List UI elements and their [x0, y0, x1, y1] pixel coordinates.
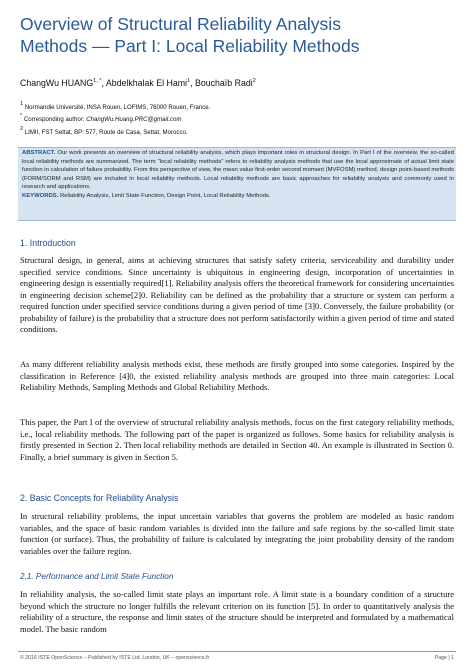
section-1-heading: 1. Introduction [20, 238, 76, 248]
abstract-label: ABSTRACT. [22, 150, 56, 156]
affiliation-1 [20, 100, 460, 112]
author-2: Abdelkhalak El Hami [105, 78, 188, 88]
affiliation-2-text: LIMII, FST Settat, BP: 577, Route de Casa, Settat, Morocco. [24, 128, 188, 136]
paper-title [20, 14, 460, 57]
affiliations [20, 100, 460, 137]
corresponding-author [20, 112, 460, 124]
footer-divider [18, 651, 456, 652]
section-2-heading: 2. Basic Concepts for Reliability Analysis [20, 493, 179, 503]
intro-paragraph-3: This paper, the Part I of the overview of structural reliability analysis methods, focus on the first category reliability methods, i.e., local reliability methods. The following part of the paper is organized as follows. Some basics for reliability analysis is firstly presented in Section 2. Then local reliability methods are detailed in Section 40. An example is illustrated in Section 0. Finally, a brief summary is given in Section 5. [20, 417, 454, 462]
author-list: ChangWu $HUANG^{1, *}$, Abdelkhalak El Hami$^1$, Bouchaïb Radi$^2$ [20, 78, 256, 88]
author-2-affil: 1 [187, 78, 191, 84]
corresponding-mark: * [20, 113, 23, 120]
intro-paragraph-1: Structural design, in general, aims at achieving structures that satisfy safety criteria, serviceability and durability under specified service conditions. Since uncertainty is ubiquitous in engineering design, incorporation of uncertainties in engineering design is essentially required[1]. Reliability analysis offers the theoretical framework for considering uncertainties in engineering decision scheme[2]0. Reliability can be defined as the probability that a structure or system can perform a required function under specified service conditions during a given period of time [3]0. Conversely, the failure probability (or probability of failure) is the probability that a structure does not perform satisfactorily within a given period of time and stated conditions. [20, 255, 454, 334]
section-2-1-heading: 2.1. Performance and Limit State Function [20, 572, 174, 581]
author-1: ChangWu HUANG [20, 78, 94, 88]
section-2-1-paragraph-1: In reliability analysis, the so-called limit state plays an important role. A limit state is a boundary condition of a structure beyond which the structure no longer fulfills the relevant criterion on its function [5]. In order to quantitatively analysis the reliability of a structure, the response and limit states of the structure should be interpreted and formulated by a mathematical model. The basic random [20, 589, 454, 634]
affiliation-2 [20, 125, 460, 137]
section-2-paragraph-1: In structural reliability problems, the input uncertain variables that governs the problem are modeled as basic random variables, and the space of basic random variables is divided into the failure and safe regions by the so-called limit state function (or surface). Thus, the probability of failure is calculated by integrating the joint probability density of the random variables over the failure region. [20, 511, 454, 556]
author-3: Bouchaïb Radi [194, 78, 253, 88]
author-3-affil: 2 [252, 78, 256, 84]
affiliation-1-mark: 1 [20, 101, 24, 107]
corresponding-email[interactable]: ChangWu.Huang.PRC@gmail.com [86, 116, 182, 124]
affiliation-2-mark: 2 [20, 125, 24, 132]
abstract [22, 149, 454, 201]
abstract-body: Our work presents an overview of structural reliability analysis, which plays important roles in structural design. In Part I of the overview, the so-called local reliability methods are summarized. The term "local reliability methods" refers to reliability analysis methods that use the local approximate of actual limit state function in calculation of failure probability. From this perspective of view, the mean value first-order second moment (MVFOSM) method, design point-based methods (FORM/SORM and RSM) are included in local reliability methods. Local reliability methods are basic approaches for reliability analysis and commonly used in research and applications. [22, 150, 454, 191]
keywords-label: KEYWORDS. [22, 192, 59, 199]
title-line-1: Overview of Structural Reliability Analysis [20, 14, 341, 34]
page-number: Page | 1 [434, 655, 454, 661]
affiliation-1-text: Normandie Université, INSA Rouen, LOFIMS, 76000 Rouen, France. [24, 104, 211, 111]
footer-copyright: © 2016 ISTE OpenScience – Published by ISTE Ltd. London, UK – openscience.fr [20, 655, 210, 661]
corresponding-label: Corresponding author: [23, 116, 87, 124]
author-1-affil: 1, * [93, 78, 102, 84]
keywords-body: Reliability Analysis, Limit State Function, Design Point, Local Reliability Methods. [59, 192, 271, 199]
title-line-2: Methods — Part I: Local Reliability Methods [20, 35, 360, 56]
intro-paragraph-2: As many different reliability analysis methods exist, these methods are firstly grouped into some categories. Inspired by the classification in Reference [4]0, the existed reliability analysis methods are grouped into three main categories: Local Reliability Methods, Sampling Methods and Global Reliability Methods. [20, 359, 454, 392]
